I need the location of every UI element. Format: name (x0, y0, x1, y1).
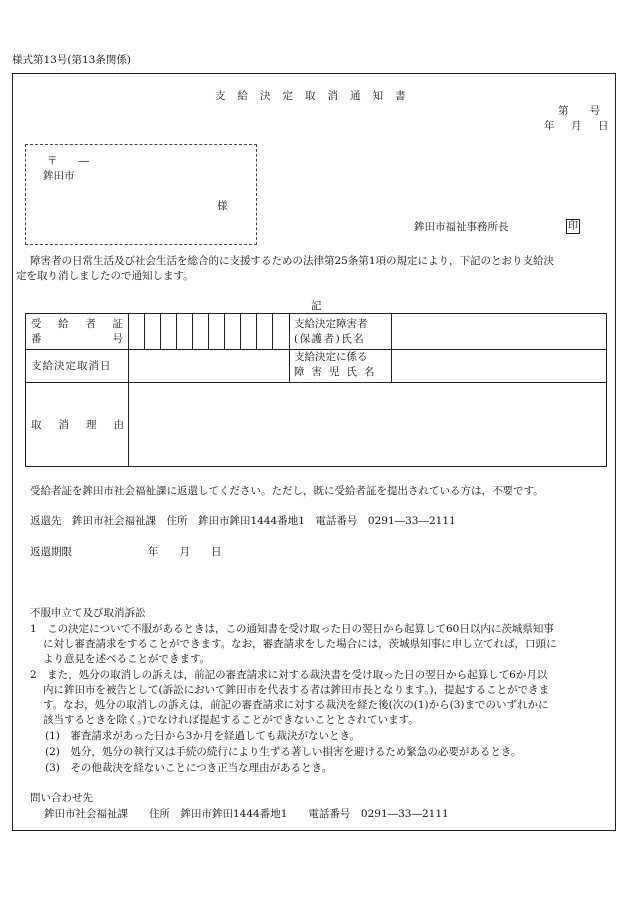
appeal-2-line-2: 内に鉾田市を被告として(訴訟において鉾田市を代表する者は鉾田市長となります。)，提起することができま (43, 684, 550, 696)
digit-box-divider (192, 313, 193, 349)
label-child-1: 支給決定に係る (294, 351, 368, 363)
digit-box-divider (272, 313, 273, 349)
document-title: 支給決定取消通知書 (215, 90, 418, 102)
seal-mark: 印 (568, 221, 578, 232)
appeal-heading: 不服申立て及び取消訴訟 (30, 607, 146, 619)
digit-box-divider (144, 313, 145, 349)
table-col-divider (289, 313, 290, 382)
label-recipient-no-2: 番 号 (31, 333, 123, 345)
appeal-2-line-1: 2 また，処分の取消しの訴えは，前記の審査請求に対する裁決書を受け取った日の翌日から起算して6か月以 (30, 669, 548, 681)
document-number: 第 号 (558, 105, 600, 117)
appeal-2-line-4: 該当するときを除く。)でなければ提起することができないこととされています。 (43, 714, 419, 726)
digit-box-divider (224, 313, 225, 349)
appeal-1-line-2: に対し審査請求をすることができます。なお，審査請求をした場合には，茨城県知事に申し立てれば，口頭に (43, 638, 557, 650)
form-number: 様式第13号(第13条関係) (12, 54, 131, 66)
digit-box-divider (160, 313, 161, 349)
postal-code: 〒 ― (47, 155, 89, 167)
digit-box-divider (176, 313, 177, 349)
label-reason: 取消理由 (31, 419, 141, 431)
contact-line: 鉾田市社会福祉課 住所 鉾田市鉾田1444番地1 電話番号 0291―33―2111 (44, 808, 449, 820)
issuer: 鉾田市福祉事務所長 (414, 221, 509, 233)
table-row-divider (25, 382, 607, 383)
intro-line-1: 障害者の日常生活及び社会生活を総合的に支援するための法律第25条第1項の規定により，下記のとおり支給決 (30, 255, 555, 267)
appeal-1-line-3: より意見を述べることができます。 (43, 653, 211, 665)
label-recipient-no-1: 受 給 者 証 (31, 318, 123, 330)
digit-box-divider (256, 313, 257, 349)
address-city: 鉾田市 (43, 170, 75, 182)
condition-2: (2) 処分，処分の執行又は手続の続行により生ずる著しい損害を避けるため緊急の必要があるとき。 (45, 746, 522, 758)
digit-box-divider (240, 313, 241, 349)
label-child-2: 障害児氏名 (294, 366, 382, 378)
label-guardian-2: (保護者)氏名 (294, 333, 366, 345)
label-guardian-1: 支給決定障害者 (294, 318, 368, 330)
return-notice: 受給者証を鉾田市社会福祉課に返還してください。ただし，既に受給者証を提出されている方は，不要です。 (30, 485, 544, 497)
digit-box-divider (208, 313, 209, 349)
contact-heading: 問い合わせ先 (30, 792, 93, 804)
ki-label: 記 (311, 300, 322, 312)
label-cancel-date: 支給決定取消日 (31, 360, 112, 372)
condition-1: (1) 審査請求があった日から3か月を経過しても裁決がないとき。 (45, 730, 361, 742)
return-deadline-date: 年 月 日 (148, 546, 222, 558)
condition-3: (3) その他裁決を経ないことにつき正当な理由があるとき。 (45, 762, 333, 774)
appeal-2-line-3: す。なお，処分の取消しの訴えは，前記の審査請求に対する裁決を経た後(次の(1)から(3)までのいずれかに (43, 699, 549, 711)
document-date: 年 月 日 (544, 120, 612, 132)
table-col-divider (391, 313, 392, 382)
intro-line-2: 定を取り消しましたので通知します。 (16, 270, 194, 282)
appeal-1-line-1: 1 この決定について不服があるときは，この通知書を受け取った日の翌日から起算して60日以内に茨城県知事 (30, 623, 554, 635)
honorific: 様 (217, 200, 228, 212)
return-destination: 返還先 鉾田市社会福祉課 住所 鉾田市鉾田1444番地1 電話番号 0291―33―2111 (30, 515, 456, 527)
table-col-divider (128, 313, 129, 467)
return-deadline-label: 返還期限 (30, 546, 72, 558)
